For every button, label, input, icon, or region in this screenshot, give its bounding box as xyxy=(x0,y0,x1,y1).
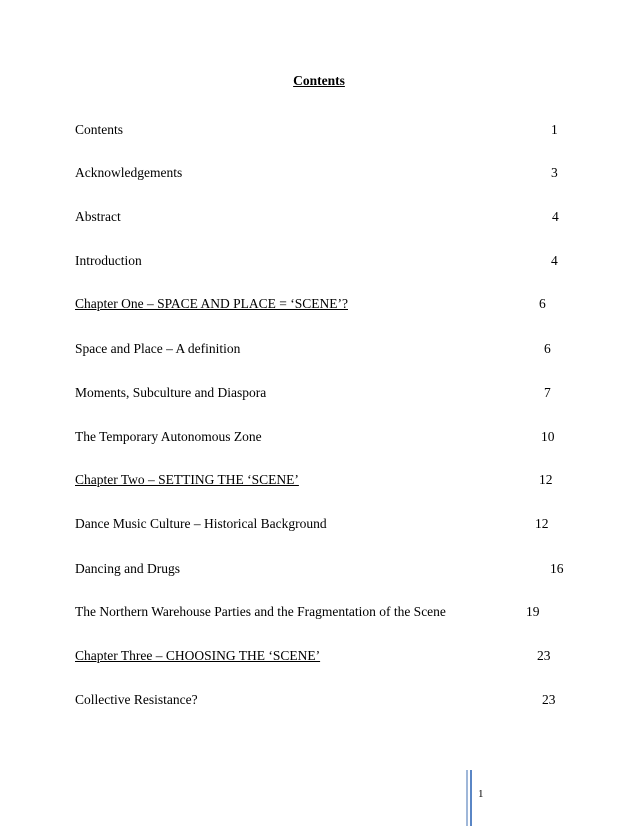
toc-entry-page: 1 xyxy=(551,122,558,137)
toc-chapter-title: Chapter Two – SETTING THE ‘SCENE’ xyxy=(75,472,299,487)
toc-entry-title: Dance Music Culture – Historical Background xyxy=(75,516,327,531)
toc-entry-page: 19 xyxy=(526,604,540,619)
toc-chapter-title: Chapter One – SPACE AND PLACE = ‘SCENE’? xyxy=(75,296,348,311)
toc-entry-page: 16 xyxy=(550,561,564,576)
toc-entry-page: 6 xyxy=(544,341,551,356)
footer-bar-line xyxy=(470,770,472,826)
toc-entry-page: 3 xyxy=(551,165,558,180)
toc-entry-page: 4 xyxy=(552,209,559,224)
toc-chapter-title: Chapter Three – CHOOSING THE ‘SCENE’ xyxy=(75,648,321,663)
toc-entry-title: Contents xyxy=(75,122,124,137)
footer-bar-line xyxy=(466,770,468,826)
footer-page-bar xyxy=(466,770,474,826)
toc-entry-page: 23 xyxy=(537,648,551,663)
toc-entry-title: Collective Resistance? xyxy=(75,692,198,707)
toc-entry-title: Introduction xyxy=(75,253,142,268)
toc-entry-title: The Northern Warehouse Parties and the Fragmentation of the Scene xyxy=(75,604,446,619)
toc-entry-title: Moments, Subculture and Diaspora xyxy=(75,385,267,400)
toc-entry-title: Acknowledgements xyxy=(75,165,183,180)
toc-entry-title: Abstract xyxy=(75,209,121,224)
toc-entry-page: 6 xyxy=(539,296,546,311)
page-title: Contents xyxy=(293,73,345,88)
toc-entry-page: 10 xyxy=(541,429,555,444)
footer-page-number: 1 xyxy=(478,788,484,800)
toc-entry-title: The Temporary Autonomous Zone xyxy=(75,429,262,444)
toc-entry-page: 12 xyxy=(535,516,549,531)
toc-entry-page: 7 xyxy=(544,385,551,400)
toc-entry-page: 23 xyxy=(542,692,556,707)
toc-entry-title: Space and Place – A definition xyxy=(75,341,241,356)
toc-entry-title: Dancing and Drugs xyxy=(75,561,180,576)
toc-entry-page: 12 xyxy=(539,472,553,487)
toc-entry-page: 4 xyxy=(551,253,558,268)
